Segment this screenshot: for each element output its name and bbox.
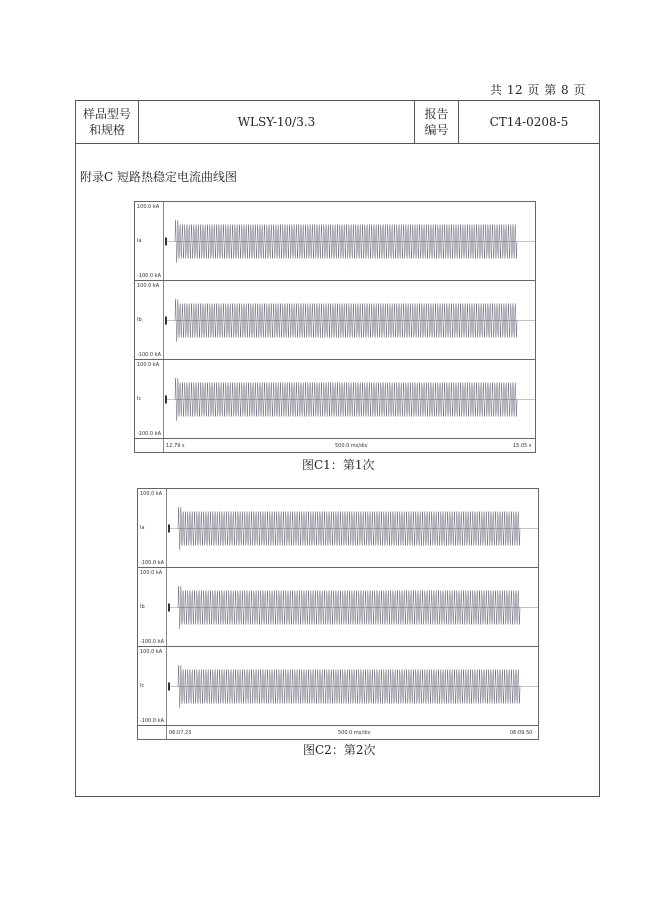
ia-bottom-label: -100.0 kA: [140, 560, 165, 566]
trigger-marker: [168, 604, 170, 612]
current-trace: [175, 220, 517, 263]
ib-bottom-label: -100.0 kA: [140, 639, 165, 645]
ic-channel-label: Ic: [140, 683, 145, 689]
time-scale-label: 500.0 ms/div: [338, 730, 371, 736]
trigger-marker: [165, 238, 167, 246]
channel-panel-ic: [135, 360, 535, 439]
ia-top-label: 100.0 kA: [137, 204, 160, 210]
ic-top-label: 100.0 kA: [140, 649, 163, 655]
trigger-marker: [168, 683, 170, 691]
ia-top-label: 100.0 kA: [140, 491, 163, 497]
end-time-label: 15.05 s: [513, 443, 532, 449]
ic-channel-label: Ic: [137, 396, 142, 402]
header-table: [76, 101, 599, 144]
channel-panel-ic: [138, 647, 538, 726]
appendix-title: 附录C 短路热稳定电流曲线图: [80, 170, 237, 184]
time-scale-label: 500.0 ms/div: [335, 443, 368, 449]
ic-bottom-label: -100.0 kA: [137, 431, 162, 437]
current-trace: [175, 378, 517, 421]
channel-panel-ib: [135, 281, 535, 360]
ib-top-label: 100.0 kA: [137, 283, 160, 289]
ia-channel-label: Ia: [140, 525, 145, 531]
trigger-marker: [168, 525, 170, 533]
end-time-label: 06:09.50: [510, 730, 533, 736]
report-value: [459, 101, 599, 143]
ia-bottom-label: -100.0 kA: [137, 273, 162, 279]
trigger-marker: [165, 317, 167, 325]
oscillogram-figure-1: [134, 201, 536, 453]
figure-2-caption: 图C2：第2次: [303, 743, 376, 757]
ib-top-label: 100.0 kA: [140, 570, 163, 576]
start-time-label: 12.79 s: [166, 443, 185, 449]
channel-panel-ia: [135, 202, 535, 281]
ib-channel-label: Ib: [137, 317, 142, 323]
page-number: 共 12 页 第 8 页: [490, 83, 586, 97]
current-trace: [178, 665, 520, 708]
ic-waveform: [165, 360, 535, 439]
start-time-label: 06:07.23: [169, 730, 192, 736]
model-label: [76, 101, 139, 143]
time-scale-bar: [135, 439, 535, 452]
trigger-marker: [165, 396, 167, 404]
model-label-text: 样品型号 和规格: [82, 107, 131, 137]
ib-channel-label: Ib: [140, 604, 145, 610]
time-scale-bar: [138, 726, 538, 739]
current-trace: [178, 586, 520, 629]
ia-waveform: [168, 489, 538, 568]
model-value: [139, 101, 415, 143]
ic-waveform: [168, 647, 538, 726]
ia-channel-label: Ia: [137, 238, 142, 244]
model-value-text: WLSY-10/3.3: [237, 115, 316, 129]
current-trace: [175, 299, 517, 342]
figure-1-caption: 图C1：第1次: [302, 458, 375, 472]
oscillogram-figure-2: [137, 488, 539, 740]
ib-bottom-label: -100.0 kA: [137, 352, 162, 358]
ic-top-label: 100.0 kA: [137, 362, 160, 368]
report-label-text: 报告 编号: [424, 107, 449, 137]
report-value-text: CT14-0208-5: [489, 115, 569, 129]
ib-waveform: [168, 568, 538, 647]
ia-waveform: [165, 202, 535, 281]
ic-bottom-label: -100.0 kA: [140, 718, 165, 724]
channel-panel-ia: [138, 489, 538, 568]
ib-waveform: [165, 281, 535, 360]
channel-panel-ib: [138, 568, 538, 647]
report-label: [415, 101, 459, 143]
current-trace: [178, 507, 520, 550]
